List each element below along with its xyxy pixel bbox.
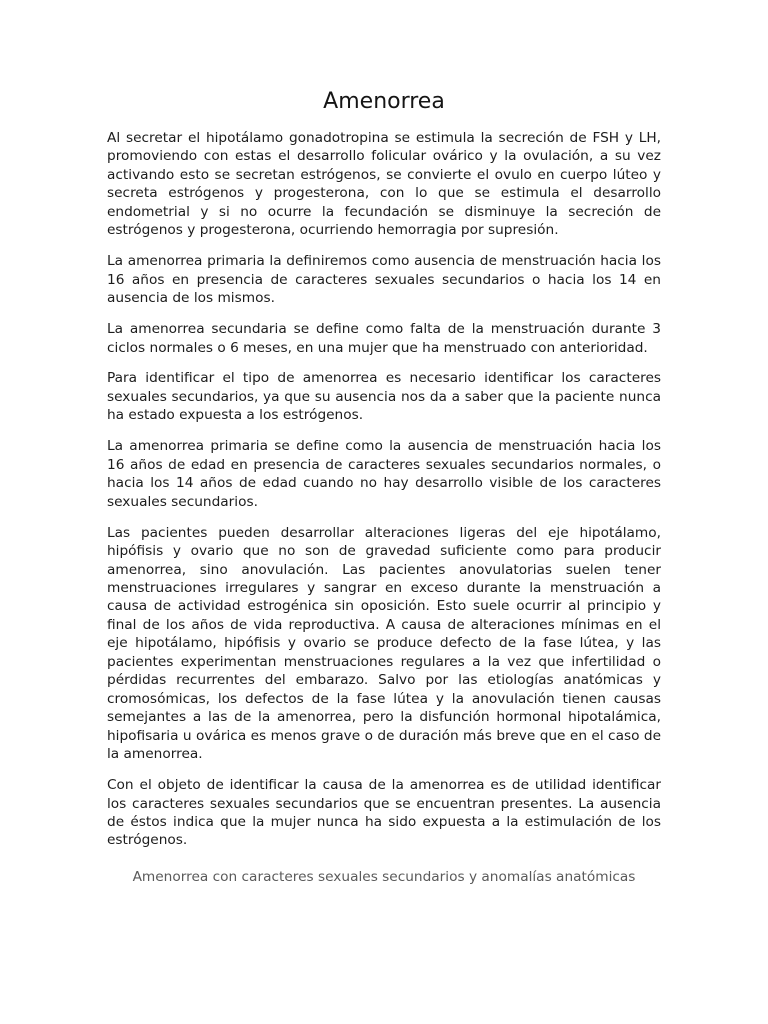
paragraph-identify-type: Para identificar el tipo de amenorrea es necesario identificar los caracteres sexuales secundarios, ya que su ausencia nos da a saber que la paciente nunca ha estado expuesta a los estrógenos. <box>107 370 661 424</box>
section-subheading: Amenorrea con caracteres sexuales secundarios y anomalías anatómicas <box>132 868 636 885</box>
paragraph-primary-amenorrhea-ages: La amenorrea primaria se define como la ausencia de menstruación hacia los 16 años de edad en presencia de caracteres sexuales secundarios normales, o hacia los 14 años de edad cuando no hay desarrollo visible de los caracteres sexuales secundarios. <box>107 438 661 510</box>
document-body <box>107 129 661 886</box>
paragraph-anovulation: Las pacientes pueden desarrollar alteraciones ligeras del eje hipotálamo, hipófisis y ovario que no son de gravedad suficiente como para producir amenorrea, sino anovulación. Las pacientes anovulatorias suelen tener menstruaciones irregulares y sangrar en exceso durante la menstruación a causa de actividad estrogénica sin oposición. Esto suele ocurrir al principio y final de los años de vida reproductiva. A causa de alteraciones mínimas en el eje hipotálamo, hipófisis y ovario se produce defecto de la fase lútea, y las pacientes experimentan menstruaciones regulares a la vez que infertilidad o pérdidas recurrentes del embarazo. Salvo por las etiologías anatómicas y cromosómicas, los defectos de la fase lútea y la anovulación tienen causas semejantes a las de la amenorrea, pero la disfunción hormonal hipotalámica, hipofisaria u ovárica es menos grave o de duración más breve que en el caso de la amenorrea. <box>107 524 661 763</box>
paragraph-identify-cause: Con el objeto de identificar la causa de la amenorrea es de utilidad identificar los caracteres sexuales secundarios que se encuentran presentes. La ausencia de éstos indica que la mujer nunca ha sido expuesta a la estimulación de los estrógenos. <box>107 777 661 849</box>
page-title: Amenorrea <box>323 89 445 114</box>
paragraph-primary-amenorrhea-definition: La amenorrea primaria la definiremos como ausencia de menstruación hacia los 16 años en presencia de caracteres sexuales secundarios o hacia los 14 en ausencia de los mismos. <box>107 253 661 307</box>
paragraph-hormonal-cycle: Al secretar el hipotálamo gonadotropina se estimula la secreción de FSH y LH, promoviendo con estas el desarrollo folicular ovárico y la ovulación, a su vez activando esto se secretan estrógenos, se convierte el ovulo en cuerpo lúteo y secreta estrógenos y progesterona, con lo que se estimula el desarrollo endometrial y si no ocurre la fecundación se disminuye la secreción de estrógenos y progesterona, ocurriendo hemorragia por supresión. <box>107 130 661 239</box>
paragraph-secondary-amenorrhea-definition: La amenorrea secundaria se define como falta de la menstruación durante 3 ciclos normales o 6 meses, en una mujer que ha menstruado con anterioridad. <box>107 321 661 356</box>
